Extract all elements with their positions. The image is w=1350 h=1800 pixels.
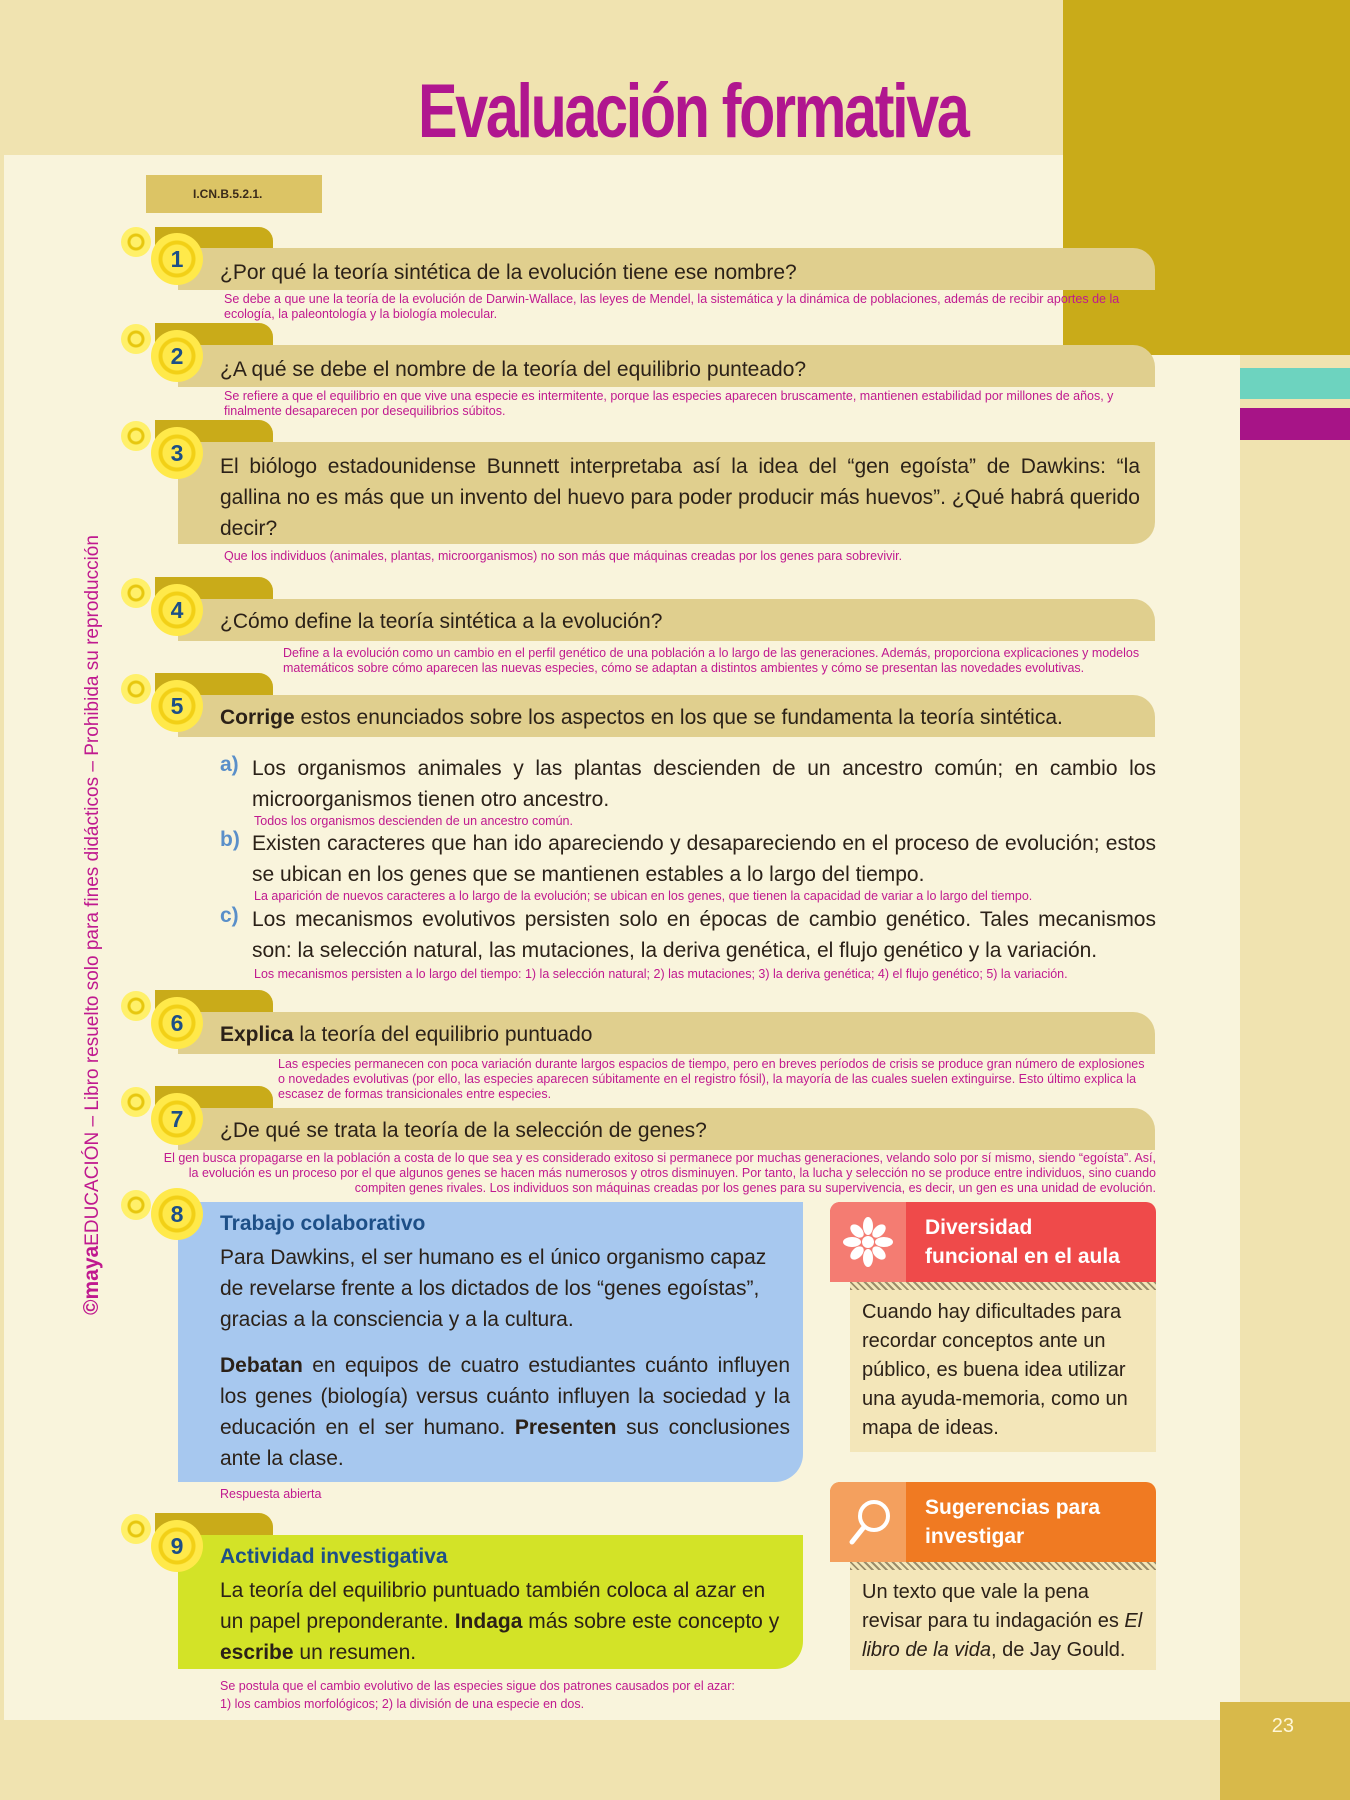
- bullet-circle: [121, 674, 151, 704]
- question-text: ¿De qué se trata la teoría de la selección de genes?: [220, 1119, 707, 1142]
- question-number: 6: [151, 997, 203, 1049]
- question-text: ¿A qué se debe el nombre de la teoría del equilibrio punteado?: [220, 358, 807, 381]
- question-number: 5: [151, 680, 203, 732]
- bullet-circle: [121, 1514, 151, 1544]
- asterisk-flower-icon: [830, 1202, 906, 1282]
- suggestions-text-part: , de Jay Gould.: [990, 1639, 1126, 1661]
- question-text: El biólogo estadounidense Bunnett interpretaba así la idea del “gen egoísta” de Dawkins: “la gallina no es más que un invento del huevo para poder producir más huevos”. ¿Qué habrá querido decir?: [220, 455, 1140, 540]
- item-letter: b): [220, 828, 240, 851]
- collaborative-title: Trabajo colaborativo: [220, 1212, 426, 1235]
- suggestions-text-part: Un texto que vale la pena revisar para tu indagación es: [862, 1581, 1125, 1632]
- task-verb: Debatan: [220, 1354, 303, 1377]
- question-verb: Explica: [220, 1023, 294, 1046]
- answer-text: Las especies permanecen con poca variación durante largos espacios de tiempo, pero en breves períodos de crisis se produce gran número de explosiones o novedades evolutivas (por ello, las especies aparecen súbitamente en el registro fósil), la mayoría de las cuales suelen extinguirse. Esto último explica la escasez de formas transicionales entre especies.: [278, 1057, 1145, 1101]
- collaborative-paragraph: Para Dawkins, el ser humano es el único organismo capaz de revelarse frente a los dictados de los “genes egoístas”, gracias a la consciencia y a la cultura.: [220, 1246, 767, 1331]
- magnifier-icon: [830, 1482, 906, 1562]
- answer-text: Se refiere a que el equilibrio en que vive una especie es intermitente, porque las especies aparecen bruscamente, mantienen estabilidad por millones de años, y finalmente desaparecen por desequilibrios súbitos.: [224, 389, 1114, 418]
- bullet-circle: [121, 1190, 151, 1220]
- research-verb: escribe: [220, 1641, 294, 1664]
- suggestions-title-line2: investigar: [925, 1525, 1025, 1548]
- bullet-circle: [121, 324, 151, 354]
- question-text: [220, 1019, 1140, 1050]
- research-text-part: más sobre este concepto y: [522, 1610, 780, 1633]
- item-answer: Todos los organismos descienden de un ancestro común.: [254, 814, 573, 828]
- side-brand: ©maya: [80, 1245, 103, 1315]
- item-text: Los mecanismos evolutivos persisten solo en épocas de cambio genético. Tales mecanismos son: la selección natural, las mutaciones, la deriva genética, el flujo genético y la variación.: [252, 908, 1156, 962]
- task-text: en equipos de cuatro estudiantes cuánto influyen los genes (biología) versus cuánto influyen la sociedad y la educación en el ser humano.: [220, 1354, 790, 1439]
- task-text: sus conclusiones ante la clase.: [220, 1416, 790, 1470]
- diversity-card-text: Cuando hay dificultades para recordar conceptos ante un público, es buena idea utilizar una ayuda-memoria, como un mapa de ideas.: [862, 1301, 1128, 1439]
- item-letter: c): [220, 904, 239, 927]
- question-number: 9: [151, 1520, 203, 1572]
- question-number: 4: [151, 584, 203, 636]
- task-verb: Presenten: [514, 1416, 617, 1439]
- teal-strip: [1240, 368, 1350, 399]
- indicator-code: [146, 175, 322, 213]
- suggestions-card-body: [850, 1570, 1156, 1670]
- research-answer-line2: 1) los cambios morfológicos; 2) la división de una especie en dos.: [220, 1697, 585, 1711]
- question-number: 7: [151, 1093, 203, 1145]
- research-answer-line1: Se postula que el cambio evolutivo de las especies sigue dos patrones causados por el azar:: [220, 1679, 735, 1693]
- suggestions-title-line1: Sugerencias para: [925, 1496, 1101, 1519]
- answer-text: Que los individuos (animales, plantas, microorganismos) no son más que máquinas creadas por los genes para sobrevivir.: [224, 549, 903, 563]
- answer-text: El gen busca propagarse en la población a costa de lo que sea y es considerado exitoso si permanece por muchas generaciones, velando solo por sí mismo, siendo “egoísta”. Así, la evolución es un proceso por el que algunos genes se hacen más numerosos y otros disminuyen. Por tanto, la lucha y selección no se produce entre individuos, sino cuando compiten genes rivales. Los individuos son máquinas creadas por los genes para su supervivencia, es decir, un gen es una unidad de evolución.: [163, 1151, 1156, 1195]
- side-copyright-text: EDUCACIÓN – Libro resuelto solo para fines didácticos – Prohibida su reproducción: [82, 535, 103, 1246]
- research-text-part: un resumen.: [293, 1641, 417, 1664]
- question-rest: estos enunciados sobre los aspectos en los que se fundamenta la teoría sintética.: [294, 706, 1063, 729]
- diversity-card-body: [850, 1290, 1156, 1452]
- book-title: El libro de la vida: [862, 1610, 1143, 1661]
- item-answer: Los mecanismos persisten a lo largo del tiempo: 1) la selección natural; 2) las mutaciones; 3) la deriva genética; 4) el flujo genético; 5) la variación.: [254, 967, 1068, 981]
- research-title: Actividad investigativa: [220, 1545, 448, 1568]
- question-number: 8: [151, 1188, 203, 1240]
- card-divider: [850, 1282, 1156, 1290]
- question-text: [220, 702, 1140, 733]
- collaborative-task: [220, 1350, 790, 1474]
- bullet-circle: [121, 421, 151, 451]
- footer-band: [0, 1720, 1350, 1800]
- question-rest: la teoría del equilibrio puntuado: [293, 1023, 593, 1046]
- bullet-circle: [121, 227, 151, 257]
- item-text: Los organismos animales y las plantas descienden de un ancestro común; en cambio los microorganismos tienen otro ancestro.: [252, 757, 1156, 811]
- item-answer: La aparición de nuevos caracteres a lo largo de la evolución; se ubican en los genes, que tienen la capacidad de variar a lo largo del tiempo.: [254, 889, 1033, 903]
- suggestions-card-text: [850, 1570, 1156, 1665]
- question-number: 1: [151, 233, 203, 285]
- question-number: 2: [151, 330, 203, 382]
- item-letter: a): [220, 753, 239, 776]
- question-text: ¿Cómo define la teoría sintética a la evolución?: [220, 610, 663, 633]
- research-verb: Indaga: [454, 1610, 523, 1633]
- question-text: ¿Por qué la teoría sintética de la evolución tiene ese nombre?: [220, 261, 797, 284]
- diversity-card-header: [830, 1202, 1156, 1282]
- research-text: [220, 1575, 790, 1668]
- item-text: Existen caracteres que han ido apareciendo y desapareciendo en el proceso de evolución; estos se ubican en los genes que se mantienen estables a lo largo del tiempo.: [252, 832, 1156, 886]
- page-number: 23: [1271, 1715, 1294, 1737]
- page-title: Evaluación formativa: [418, 69, 968, 154]
- answer-text: Define a la evolución como un cambio en el perfil genético de una población a lo largo de las generaciones. Además, proporciona explicaciones y modelos matemáticos sobre cómo aparecen las nuevas especies, cómo se adaptan a distintos ambientes y cómo se presentan las novedades evolutivas.: [283, 646, 1140, 675]
- question-number: 3: [151, 427, 203, 479]
- bullet-circle: [121, 991, 151, 1021]
- bullet-circle: [121, 1087, 151, 1117]
- side-copyright: [80, 485, 104, 1315]
- diversity-title-line2: funcional en el aula: [925, 1245, 1120, 1268]
- question-verb: Corrige: [220, 706, 295, 729]
- research-text-part: La teoría del equilibrio puntuado también coloca al azar en un papel preponderante.: [220, 1579, 766, 1633]
- card-divider: [850, 1562, 1156, 1570]
- magenta-strip: [1240, 408, 1350, 440]
- indicator-code-text: I.CN.B.5.2.1.: [193, 187, 263, 201]
- suggestions-card-header: [830, 1482, 1156, 1562]
- collaborative-answer: Respuesta abierta: [220, 1487, 322, 1501]
- bullet-circle: [121, 578, 151, 608]
- diversity-title-line1: Diversidad: [925, 1216, 1033, 1239]
- answer-text: Se debe a que une la teoría de la evolución de Darwin-Wallace, las leyes de Mendel, la sistemática y la dinámica de poblaciones, además de recibir aportes de la ecología, la paleontología y la biología molecular.: [224, 292, 1120, 321]
